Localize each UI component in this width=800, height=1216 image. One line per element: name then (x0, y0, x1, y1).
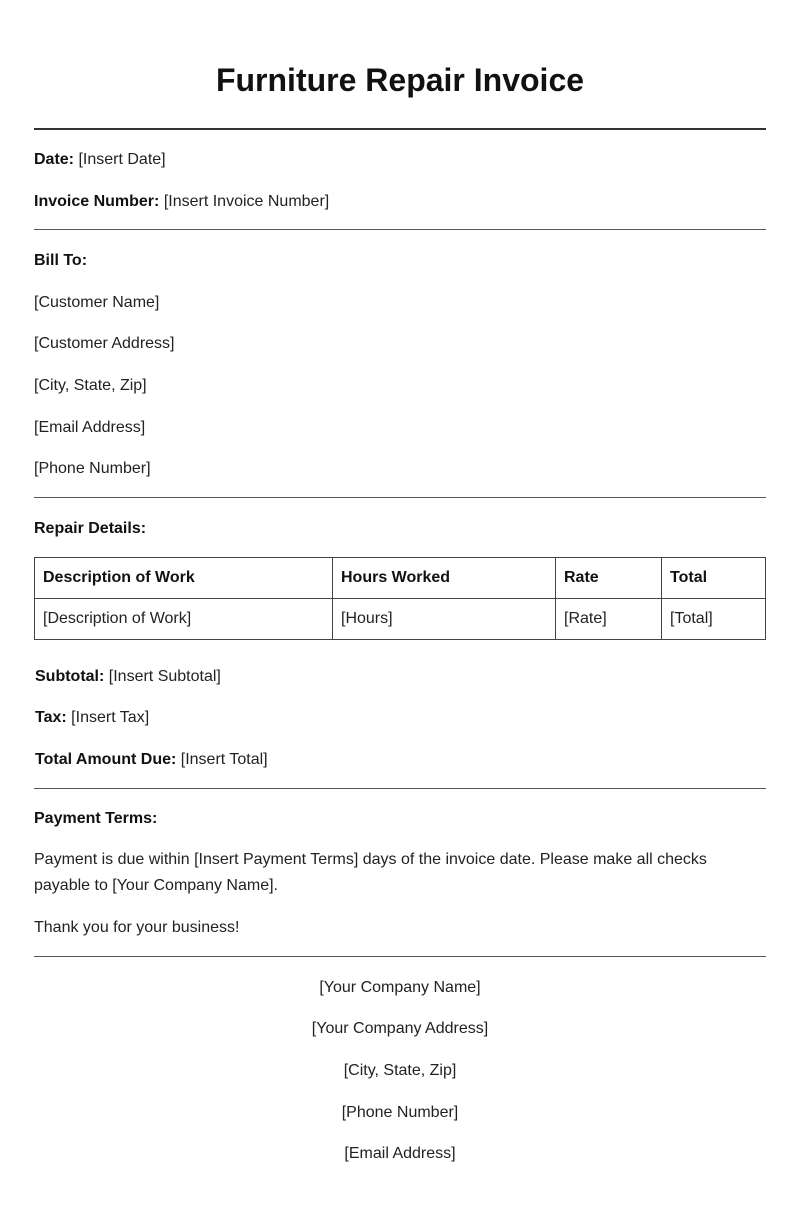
subtotal-label: Subtotal: (35, 668, 105, 685)
total-due-row (35, 750, 268, 770)
tax-value: [Insert Tax] (71, 709, 150, 726)
date-row (34, 150, 166, 170)
cell-total: [Total] (662, 599, 766, 640)
divider (34, 956, 766, 957)
invoice-number-value: [Insert Invoice Number] (163, 193, 330, 210)
payment-terms-text: Payment is due within [Insert Payment Terms] days of the invoice date. Please make all checks payable to [Your Company Name]. (34, 851, 707, 894)
divider (34, 229, 766, 230)
payment-terms-heading-text: Payment Terms: (34, 810, 158, 827)
footer-email: [Email Address] (344, 1145, 456, 1162)
date-label: Date: (34, 151, 75, 168)
footer-phone: [Phone Number] (341, 1104, 459, 1121)
column-header-total: Total (662, 558, 766, 599)
footer-company-address: [Your Company Address] (311, 1020, 489, 1037)
subtotal-row (35, 667, 221, 687)
customer-phone: [Phone Number] (34, 460, 151, 477)
customer-address: [Customer Address] (34, 335, 175, 352)
footer-company-name: [Your Company Name] (319, 979, 481, 996)
column-header-description: Description of Work (35, 558, 333, 599)
footer-city-state-zip: [City, State, Zip] (343, 1062, 457, 1079)
total-due-value: [Insert Total] (180, 751, 268, 768)
thank-you-text: Thank you for your business! (34, 919, 240, 936)
divider (34, 497, 766, 498)
subtotal-value: [Insert Subtotal] (108, 668, 221, 685)
table-header-row (35, 558, 766, 599)
repair-details-table (34, 557, 766, 640)
customer-city-state-zip: [City, State, Zip] (34, 377, 147, 394)
customer-name: [Customer Name] (34, 294, 160, 311)
bill-to-heading-text: Bill To: (34, 252, 88, 269)
payment-terms-heading (34, 809, 157, 829)
tax-row (35, 708, 149, 728)
cell-rate: [Rate] (556, 599, 662, 640)
table-row (35, 599, 766, 640)
repair-details-heading (34, 519, 146, 539)
cell-description: [Description of Work] (35, 599, 333, 640)
tax-label: Tax: (35, 709, 67, 726)
column-header-hours: Hours Worked (333, 558, 556, 599)
customer-email: [Email Address] (34, 419, 146, 436)
page-title: Furniture Repair Invoice (215, 62, 585, 98)
invoice-number-row (34, 192, 329, 212)
cell-hours: [Hours] (333, 599, 556, 640)
invoice-number-label: Invoice Number: (34, 193, 160, 210)
repair-details-heading-text: Repair Details: (34, 520, 147, 537)
total-due-label: Total Amount Due: (35, 751, 177, 768)
bill-to-heading (34, 251, 87, 271)
divider (34, 128, 766, 130)
date-value: [Insert Date] (78, 151, 166, 168)
divider (34, 788, 766, 789)
column-header-rate: Rate (556, 558, 662, 599)
